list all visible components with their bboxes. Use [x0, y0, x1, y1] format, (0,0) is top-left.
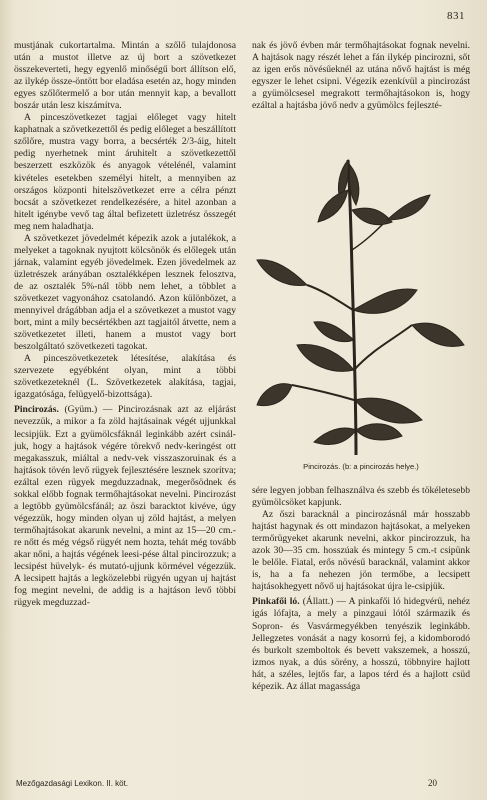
- paragraph: nak és jövő évben már termőhajtásokat fognak nevelni. A hajtások nagy részét lehet a fán ilykép pincirozni, sőt az igen erős növésűeknél az utána nővő hajtást is még egyszer le lehet csipni. Végezik ezenkívül a pincirozást a gyümölcsesel megrakott termőhajtásokon is, hogy ezáltal a hajtásba jövő nedv a gyümölcs fejleszté-: [252, 40, 470, 112]
- footer-sheet-number: 20: [428, 778, 437, 788]
- page-number: 831: [447, 10, 465, 22]
- right-column-top: [252, 40, 470, 112]
- paragraph: mustjának cukortartalma. Mintán a szőlő tulajdonosa után a mustot illetve az új bort a szövetkezet összekeverteti, hegy egyenlő minőségű bort állítson elő, az ilykép össze-öntött bor eladása esetén az, hogy minden egyes szőlőtermelő a bor után mennyit kap, a bevallott boszár után lesz kiszámítva.: [14, 40, 236, 112]
- paragraph: A szövetkezet jövedelmét képezik azok a jutalékok, a melyeket a tagoknak nyujtott kölcsönök és előlegek után járnak, valamint egyéb jövedelmek. Ezen jövedelmek az üzletrészek arányában osztalékképen lesznek felosztva, de az osztalék 5%-nál több nem lehet, a többlet a szövetkezet vagyonához csatolandó. Azon különbözet, a mennyivel drágábban adja el a szövetkezet a mustot vagy bort, mint a mily becsértékben azt tagjaitól átvette, nem a szövetkezetet illeti, hanem a mustot vagy bort beszolgáltató szövetkezeti tagokat.: [14, 232, 236, 353]
- plant-illustration: [252, 150, 470, 460]
- entry-pincirozas: [14, 404, 236, 609]
- left-column: [14, 40, 236, 609]
- entry-heading: Pinkafői ló.: [252, 596, 300, 608]
- paragraph: A pinceszövetkezet tagjai előleget vagy hitelt kaphatnak a szövetkezettől és pedig előleget a beszállított szőlőre, mustra vagy borra, a becsérték 2/3-áig, hitelt pedig nyerhetnek mint áruhitelt a szövetkezettől beszerzett eszközök és anyagok vételénél, valamint kivételes esetekben személyi hitelt, a mennyiben az országos központi hitelszövetkezet erre a célra pénzt bocsát a szövetkezet rendelkezésére, a hitel azonban a hitelt igénybe vevő tag által befizetett üzletrész összegét meg nem haladhatja.: [14, 112, 236, 232]
- right-column-bottom: [252, 485, 470, 693]
- paragraph: A pinceszövetkezetek létesítése, alakítása és szervezete egyébként olyan, mint a többi szövetkezeteknél (L. Szövetkezetek alakítása, tagjai, igazgatósága, felügyelő-bizottsága).: [14, 353, 236, 401]
- paragraph: Az őszi baracknál a pincirozásnál már hosszabb hajtást hagynak és ott mindazon hajtásokat, a melyeken termőrügyeket akarunk nevelni, akkor pincirozzuk, ha azok 30—35 cm. hosszúak és mintegy 5 cm.-t csipünk le belőle. Fiatal, erős növésű baracknál, valamint akkor is, ha a fa nehezen jön termőbe, a lecsipett hajtásokhegyett nővő uj hajtásokat újra le-csipjük.: [252, 509, 470, 593]
- entry-pinkafoi: [252, 596, 470, 692]
- entry-heading: Pincirozás.: [14, 404, 59, 416]
- paragraph: sére legyen jobban felhasználva és szebb és tökéletesebb gyümölcsöket kapjunk.: [252, 485, 470, 509]
- entry-text: (Állatt.) — A pinkafői ló hidegvérű, nehéz igás lófajta, a mely a pinzgaui lótól származik és Sopron- és Vasvármegyékben tenyészik leginkább. Jellegzetes vonását a nagy kosorrú fej, a kidomborodó és burkolt szemboltok és bevett vakszemek, a hosszú, izmos nyak, a dús sörény, a hosszú, többnyire hajlott hát, a széles, lejtős far, a lapos térd és a hajlott csüd képezik. Az állat magassága: [252, 596, 470, 692]
- figure-caption: Pincirozás. (b: a pincirozás helye.): [303, 462, 419, 471]
- footer-book-title: Mezőgazdasági Lexikon. II. köt.: [16, 779, 129, 788]
- entry-text: (Gyüm.) — Pincirozásnak azt az eljárást nevezzük, a mikor a fa zöld hajtásainak végét ujjunkkal lecsipjük. Ezt a gyümölcsfáknál leginkább azért csinál-juk, hogy a hajtások végére törekvő nedv-keringést ott megakasszuk, miáltal a nedv-vek visszaszoruinak és a hajtások tövén levő rügyek fejlesztésére lesznek szorítva; ezáltal ezen rügyek megduzzadnak, megerősödnek és sokkal előbb fognak termőhajtásokat nevelni. Pincirozást a legtöbb gyümölcsfánál; az öszi baracktot kivéve, úgy végezzük, hogy minden olyan uj zöld hajtást, a melyen termőhajtásokat akarunk nevelni, a mint az 15—20 cm.-re nőtt és még végső rügyét nem hozta, tehát még tovább akar nőni, a hajtás végének leesi-pése által pincirozzuk; a lecsipést hüvelyk- és mutató-ujjunk körmével végezzük. A lecsipett hajtás a legközelebbi rügyén ugyan uj hajtást fog megint nevelni, de addig is a hajtáson levő többi rügyek megduzzad-: [14, 404, 236, 609]
